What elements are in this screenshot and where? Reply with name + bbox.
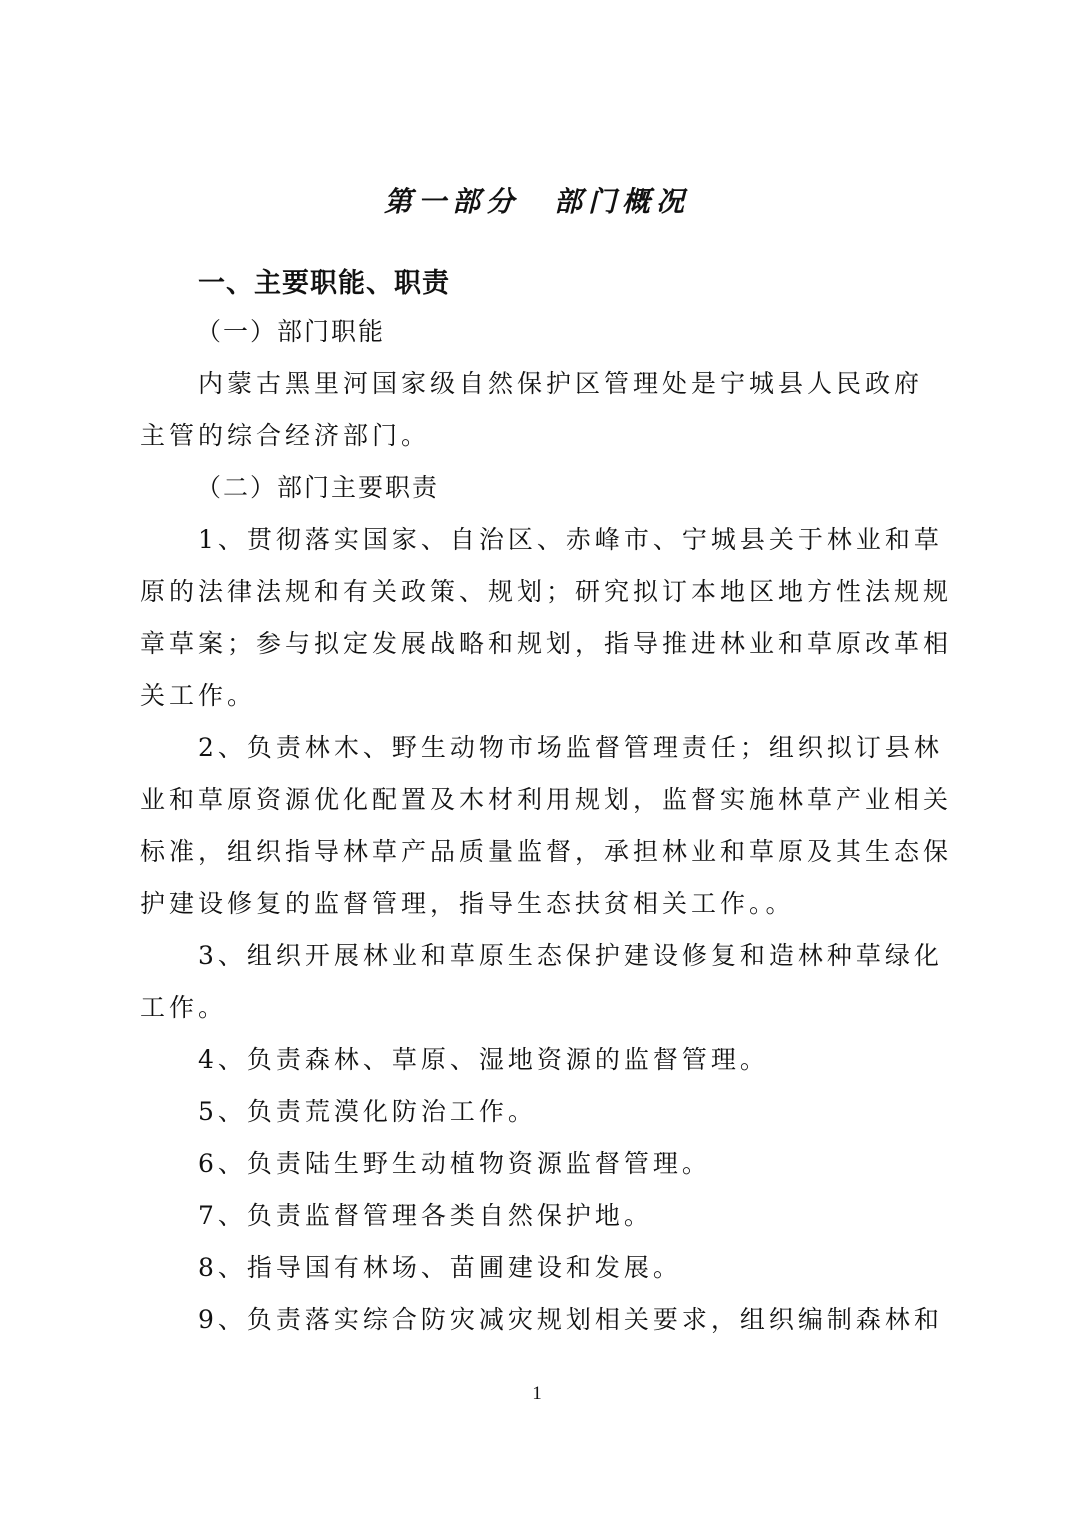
page-number: 1 (532, 1383, 542, 1404)
duty-3-line: 工作。 (140, 993, 228, 1022)
duty-4: 4、负责森林、草原、湿地资源的监督管理。 (198, 1045, 769, 1074)
duty-7: 7、负责监督管理各类自然保护地。 (198, 1201, 653, 1230)
duty-2-line: 2、负责林木、野生动物市场监督管理责任；组织拟订县林 (198, 733, 943, 762)
duty-1-line: 关工作。 (140, 681, 257, 710)
duty-1-line: 1、贯彻落实国家、自治区、赤峰市、宁城县关于林业和草 (198, 525, 943, 554)
duty-2-line: 护建设修复的监督管理，指导生态扶贫相关工作。。 (140, 889, 795, 918)
duty-2-line: 标准，组织指导林草产品质量监督，承担林业和草原及其生态保 (140, 837, 953, 866)
subsection-heading-functions: （一）部门职能 (196, 317, 386, 346)
duty-3-line: 3、组织开展林业和草原生态保护建设修复和造林种草绿化 (198, 941, 943, 970)
duty-5: 5、负责荒漠化防治工作。 (198, 1097, 537, 1126)
duty-6: 6、负责陆生野生动植物资源监督管理。 (198, 1149, 711, 1178)
section-heading: 一、主要职能、职责 (198, 268, 450, 299)
duty-8: 8、指导国有林场、苗圃建设和发展。 (198, 1253, 682, 1282)
duty-9: 9、负责落实综合防灾减灾规划相关要求，组织编制森林和 (198, 1305, 943, 1334)
duty-2-line: 业和草原资源优化配置及木材利用规划，监督实施林草产业相关 (140, 785, 953, 814)
duty-1-line: 原的法律法规和有关政策、规划；研究拟订本地区地方性法规规 (140, 577, 953, 606)
paragraph-line: 主管的综合经济部门。 (140, 421, 431, 450)
paragraph-line: 内蒙古黑里河国家级自然保护区管理处是宁城县人民政府 (198, 369, 924, 398)
duty-1-line: 章草案；参与拟定发展战略和规划，指导推进林业和草原改革相 (140, 629, 953, 658)
subsection-heading-duties: （二）部门主要职责 (196, 473, 440, 502)
part-title: 第一部分 部门概况 (383, 185, 690, 218)
